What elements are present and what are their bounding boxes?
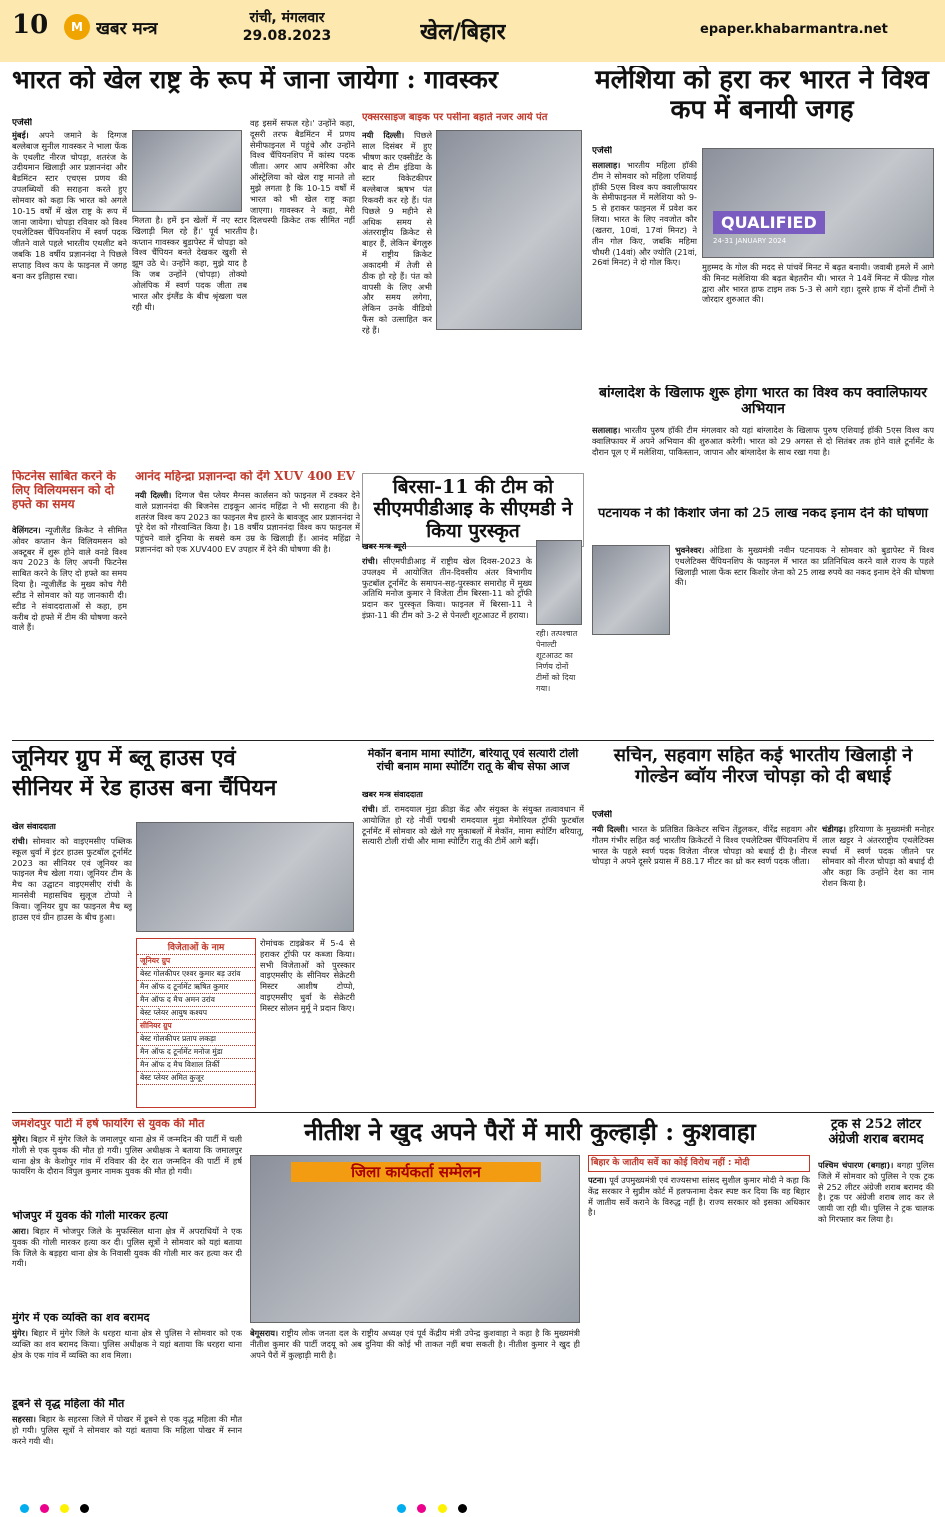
- winners-box: [136, 938, 256, 1108]
- winners-title: विजेताओं के नाम: [137, 939, 255, 955]
- chandigarh-body: [822, 824, 934, 1114]
- sachin-text: भारत के प्रतिष्ठित क्रिकेटर सचिन तेंडुलकर, वीरेंद्र सहवाग और गौतम गंभीर सहित कई भारतीय क्रिकेटरों ने विश्व एथलेटिक्स चैंपियनशिप में भारत के पहले स्वर्ण पदक विजेता नीरज चोपड़ा को बधाई दी है। नीरज चोपड़ा ने अपने दूसरे प्रयास में 88.17 मीटर का थ्रो कर स्वर्ण पदक जीता।: [592, 824, 817, 867]
- nitish-text: राष्ट्रीय लोक जनता दल के राष्ट्रीय अध्यक्ष एवं पूर्व केंद्रीय मंत्री उपेन्द्र कुशवाहा ने कहा है कि मुख्यमंत्री नीतीश कुमार की पार्टी जदयू को अब दुनिया की कोई भी ताकत नहीं बचा सकती है। नीतीश कुमार ने खुद ही अपने पैरों में कुल्हाड़ी मारी है।: [250, 1328, 580, 1360]
- malaysia-text1: भारतीय महिला हॉकी टीम ने सोमवार को महिला एशियाई हॉकी 5एस विश्व कप क्वालीफायर के सेमीफाइनल में मलेशिया को 9-5 से हराकर फाइनल में प्रवेश कर लिया। भारत के लिए नवजोत कौर (खतरा, 10वां, 17वां मिनट) ने तीन गोल किए, जबकि महिमा चौधरी (14वां) और ज्योति (21वां, 26वां मिनट) ने दो गोल किए।: [592, 160, 697, 268]
- woman-dateline: सहरसा।: [12, 1414, 36, 1424]
- cyan-dot-icon: [397, 1504, 406, 1513]
- conference-banner: जिला कार्यकर्ता सम्मेलन: [291, 1162, 541, 1182]
- shooting-body: [12, 1134, 242, 1204]
- site-link[interactable]: epaper.khabarmantra.net: [700, 22, 888, 37]
- nitish-body: [250, 1328, 580, 1493]
- nitish-dateline: बेगूसराय।: [250, 1328, 279, 1338]
- pant-text: पिछले साल दिसंबर में हुए भीषण कार एक्सीडेंट के बाद से टीम इंडिया के स्टार विकेटकीपर बल्लेबाज ऋषभ पंत रिकवरी कर रहे हैं। पंत पिछले 9 महीने से अधिक समय से अंतरराष्ट्रीय क्रिकेट से बाहर हैं, लेकिन बेंगलुरु में राष्ट्रीय क्रिकेट अकादमी में तेजी से ठीक हो रहे हैं। पंत को वापसी के लिए अभी और समय लगेगा, लेकिन उनके वीडियो फैंस को उत्साहित कर रहे हैं।: [362, 130, 432, 335]
- divider: [12, 740, 934, 741]
- magenta-dot-icon: [40, 1504, 49, 1513]
- junior-body2: रोमांचक टाइब्रेकर में 5-4 से हराकर ट्रॉफी पर कब्जा किया। सभी विजेताओं को पुरस्कार वाइएमसीए के सीनियर सेक्रेटरी मिस्टर आशीष टोप्पो, वाइएमसीए धुर्वा के सेक्रेटरी मिस्टर सोलन मुर्मू ने प्रदान किए।: [260, 938, 355, 1013]
- qualified-banner-sub: 24-31 JANUARY 2024: [713, 237, 787, 245]
- patnaik-dateline: भुवनेश्वर।: [675, 545, 705, 555]
- anand-dateline: नयी दिल्ली।: [135, 490, 172, 500]
- birsa-byline: खबर मन्त्र ब्यूरो: [362, 542, 407, 551]
- pant-dateline: नयी दिल्ली।: [362, 130, 405, 140]
- munger-body: [12, 1328, 242, 1393]
- malaysia-photo: [702, 148, 934, 258]
- senior-row: बेस्ट गोलकीपर प्रताप लकड़ा: [137, 1033, 255, 1046]
- gavaskar-text1: अपने जमाने के दिग्गज बल्लेबाज सुनील गावस्कर ने भाला फेंक के एथलीट नीरज चोपड़ा, शतरंज के उदीयमान खिलाड़ी आर प्रज्ञाननंदा और बैडमिंटन स्टार एचएस प्रणय की उपलब्धियों की सराहना करते हुए सोमवार को कहा कि भारत को अगले 10-15 वर्षों में खेल राष्ट्र के रूप में जाना जायेगा। चोपड़ा रविवार को विश्व एथलेटिक्स चैंपियनशिप में स्वर्ण पदक जीतने वाले पहले भारतीय एथलीट बने जबकि 18 वर्षीय प्रज्ञाननंदा ने पिछले सप्ताह विश्व कप के फाइनल में जगह बना कर इतिहास रचा।: [12, 130, 127, 281]
- mecon-headline: मेकॉन बनाम मामा स्पोर्टिंग, बरियातू एवं सत्यारी टोली रांची बनाम मामा स्पोर्टिंग रातू के बीच सेफा आज: [367, 748, 579, 773]
- williamson-dateline: वेलिंगटन।: [12, 525, 41, 535]
- patnaik-body: [675, 545, 934, 725]
- patnaik-headline: पटनायक ने की किशोर जेना को 25 लाख नकद इनाम देने की घोषणा: [598, 507, 928, 521]
- junior-group-label: जूनियर ग्रुप: [137, 955, 255, 968]
- patnaik-text: ओडिशा के मुख्यमंत्री नवीन पटनायक ने सोमवार को बुडापेस्ट में विश्व एथलेटिक्स चैंपियनशिप के फाइनल में भारत का प्रतिनिधित्व करने वाले राज्य के पहले खिलाड़ी भाला फेंक स्टार किशोर जेना को 25 लाख रुपये का नकद इनाम देने की घोषणा की।: [675, 545, 934, 588]
- birsa-body: [362, 556, 532, 736]
- chandigarh-dateline: चंडीगढ़।: [822, 824, 847, 834]
- sachin-headline: सचिन, सहवाग सहित कई भारतीय खिलाड़ी ने गोल्डेन ब्वॉय नीरज चोपड़ा को दी बधाई: [613, 746, 913, 787]
- yellow-dot-icon: [60, 1504, 69, 1513]
- brand-name: खबर मन्त्र: [96, 19, 158, 39]
- anand-text: दिग्गज चैस प्लेयर मैग्नस कार्लसन को फाइनल में टक्कर देने वाले प्रज्ञाननंदा की बिजनेस टाइकून आनंद महिंद्रा ने भी सराहना की है। शतरंज विश्व कप 2023 का फाइनल मैच हारने के बावजूद आर प्रज्ञाननंदा ने पूरे देश को गौरवान्वित किया है। 18 वर्षीय प्रज्ञाननंदा विश्व कप फाइनल में पहुंचने वाले दुनिया के सबसे कम उम्र के खिलाड़ी हैं। आनंद महिंद्रा ने प्रज्ञाननंदा को एक XUV400 EV उपहार में देने की घोषणा की है।: [135, 490, 360, 555]
- section-name: खेल/बिहार: [420, 20, 506, 45]
- page-number: 10: [12, 10, 49, 40]
- gavaskar-headline: भारत को खेल राष्ट्र के रूप में जाना जायेगा : गावस्कर: [12, 66, 498, 94]
- gavaskar-body-col3: वह इसमें सफल रहे।' उन्होंने कहा, दूसरी तरफ बैडमिंटन में प्रणय सेमीफाइनल में पहुंचे और उन्होंने विश्व चैंपियनशिप में कांस्य पदक जीता। अगर आप अमेरिका और ऑस्ट्रेलिया को खेल राष्ट्र मानते तो मुझे लगता है कि 10-15 वर्षों में भारत को भी खेल राष्ट्र कहा जाएगा। गावस्कर ने कहा, मेरी दिलचस्पी क्रिकेट तक सीमित नहीं है।: [250, 118, 355, 237]
- bhojpur-headline: भोजपुर में युवक की गोली मारकर हत्या: [12, 1210, 168, 1222]
- junior-row: मैन ऑफ द मैच अमन उरांव: [137, 994, 255, 1007]
- yellow-dot-icon: [438, 1504, 447, 1513]
- edition-date: 29.08.2023: [242, 28, 332, 44]
- shooting-text: बिहार में मुंगेर जिले के जमालपुर थाना क्षेत्र में जन्मदिन की पार्टी में चली गोली से एक युवक की मौत हो गयी। पुलिस अधीक्षक ने बताया कि जमालपुर थाना क्षेत्र के केशोपुर गांव में रविवार की देर रात जन्मदिन की पार्टी में हर्ष फायरिंग के दौरान विपुल कुमार नामक युवक की मौत हो गयी।: [12, 1134, 242, 1177]
- shooting-headline: जमशेदपुर पार्टी में हर्ष फायरिंग से युवक की मौत: [12, 1118, 205, 1130]
- malaysia-dateline: सलालाह।: [592, 160, 621, 170]
- sachin-body: [592, 824, 817, 1114]
- junior-text: सोमवार को वाइएमसीए पब्लिक स्कूल धुर्वा में इंटर हाउस फुटबॉल टूर्नामेंट 2023 का सीनियर एवं जूनियर का फाइनल मैच खेला गया। जूनियर टीम के मैच का उद्घाटन वाइएमसीए रांची के मानसेवी महासचिव सुलूज टोप्पो ने किया। जूनियर ग्रुप का फाइनल मैच ब्लू हाउस एवं ग्रीन हाउस के बीच हुआ।: [12, 836, 132, 922]
- sachin-agency: एजेंसी: [592, 810, 613, 820]
- survey-label: बिहार के जातीय सर्वे का कोई विरोध नहीं : मोदी: [588, 1155, 810, 1172]
- edition-place: रांची, मंगलवार: [249, 10, 325, 26]
- junior-row: बेस्ट प्लेयर आयुष कश्यप: [137, 1007, 255, 1020]
- divider: [12, 1112, 934, 1113]
- gavaskar-dateline: मुंबई।: [12, 130, 29, 140]
- anand-body: [135, 490, 360, 735]
- bangladesh-dateline: सलालाह।: [592, 425, 621, 435]
- mecon-dateline: रांची।: [362, 804, 378, 814]
- mecon-byline: खबर मन्त्र संवाददाता: [362, 790, 423, 799]
- black-dot-icon: [80, 1504, 89, 1513]
- bhojpur-body: [12, 1226, 242, 1306]
- survey-text: पूर्व उपमुख्यमंत्री एवं राज्यसभा सांसद सुशील कुमार मोदी ने कहा कि केंद्र सरकार ने सुप्रीम कोर्ट में हलफनामा देकर स्पष्ट कर दिया कि वह बिहार में जातीय सर्वे कराने के विरुद्ध नहीं है। राज्य सरकार को इसका अधिकार है।: [588, 1175, 810, 1218]
- malaysia-body-col1: [592, 160, 697, 370]
- print-registration-dots: [0, 1500, 945, 1517]
- mecon-body: [362, 804, 584, 1104]
- junior-row: मैन ऑफ द टूर्नामेंट ऋषित कुमार: [137, 981, 255, 994]
- survey-body: [588, 1175, 810, 1495]
- munger-dateline: मुंगेर।: [12, 1328, 28, 1338]
- woman-text: बिहार के सहरसा जिले में पोखर में डूबने से एक वृद्ध महिला की मौत हो गयी। पुलिस सूत्रों ने सोमवार को यहां बताया कि महिला पोखर में स्नान करने गयी थी।: [12, 1414, 242, 1446]
- senior-row: मैन ऑफ द टूर्नामेंट मनोज मुंडा: [137, 1046, 255, 1059]
- birsa-photo: [536, 540, 582, 625]
- malaysia-headline: मलेशिया को हरा कर भारत ने विश्व कप में बनायी जगह: [595, 66, 929, 125]
- munger-headline: मुंगेर में एक व्यक्ति का शव बरामद: [12, 1312, 150, 1324]
- junior-row: बेस्ट गोलकीपर एश्वर कुमार बड़ उरांव: [137, 968, 255, 981]
- qualified-banner: QUALIFIED: [713, 211, 825, 234]
- shooting-dateline: मुंगेर।: [12, 1134, 28, 1144]
- liquor-headline: ट्रक से 252 लीटर अंग्रेजी शराब बरामद: [828, 1118, 924, 1147]
- junior-photo: [136, 822, 354, 932]
- junior-byline: खेल संवाददाता: [12, 822, 56, 831]
- junior-dateline: रांची।: [12, 836, 28, 846]
- anand-headline: आनंद महिन्द्रा प्रज्ञानन्दा को देंगे XUV 400 EV: [135, 470, 355, 483]
- munger-text: बिहार में मुंगेर जिले के धरहरा थाना क्षेत्र से पुलिस ने सोमवार को एक व्यक्ति का शव बरामद किया। पुलिस अधीक्षक ने यहां बताया कि धरहरा थाना क्षेत्र के एक गांव में व्यक्ति का शव मिला।: [12, 1328, 242, 1360]
- magenta-dot-icon: [417, 1504, 426, 1513]
- williamson-headline: फिटनेस साबित करने के लिए विलियमसन को दो हफ्ते का समय: [12, 470, 116, 511]
- liquor-text: बगहा पुलिस जिले में सोमवार को पुलिस ने एक ट्रक से 252 लीटर अंग्रेजी शराब बरामद की है। ट्रक पर अंग्रेजी शराब लाद कर ले जायी जा रही थी। पुलिस ने ट्रक चालक को गिरफ्तार कर लिया है।: [818, 1160, 934, 1225]
- malaysia-body-col2: मुहम्मद के गोल की मदद से पांचवें मिनट में बढ़त बनायी। जवाबी हमले में आगे की मिनट मलेशिया की बढ़त बेहतरीन थी। भारत ने 14वें मिनट में फील्ड गोल द्वारा और भारत हाफ टाइम तक 5-3 से आगे रहा। दूसरे हाफ में दोनों टीमों ने जोरदार शुरुआत की।: [702, 262, 934, 305]
- nitish-photo: [250, 1155, 580, 1323]
- junior-body: [12, 836, 132, 1106]
- brand-logo-icon: M: [64, 14, 90, 40]
- gavaskar-photo: [132, 130, 242, 212]
- pant-body: [362, 130, 432, 380]
- bangladesh-headline: बांग्लादेश के खिलाफ शुरू होगा भारत का विश्व कप क्वालिफायर अभियान: [598, 385, 928, 418]
- sachin-dateline: नयी दिल्ली।: [592, 824, 628, 834]
- nitish-headline: नीतीश ने खुद अपने पैरों में मारी कुल्हाड़ी : कुशवाहा: [304, 1118, 756, 1146]
- mecon-text: डॉ. रामदयाल मुंडा क्रीड़ा केंद्र और संयुक्त के संयुक्त तत्वावधान में आयोजित हो रहे नौवीं पद्मश्री रामदयाल मुंडा मेमोरियल ट्रॉफी फुटबॉल टूर्नामेंट में सोमवार को खेले गए मुकाबलों में मेकॉन, मामा स्पोर्टिंग बरियातू, सत्यारी टोली रांची और मामा स्पोर्टिंग रातू की टीमें आगे बढ़ीं।: [362, 804, 584, 847]
- junior-headline-line2: सीनियर में रेड हाउस बना चैंपियन: [12, 776, 277, 801]
- birsa-headline: बिरसा-11 की टीम को सीएमपीडीआइ के सीएमडी ने किया पुरस्कृत: [362, 473, 584, 547]
- liquor-dateline: पश्चिम चंपारण (बगहा)।: [818, 1160, 894, 1170]
- birsa-text: सीएमपीडीआइ में राष्ट्रीय खेल दिवस-2023 के उपलक्ष्य में आयोजित तीन-दिवसीय अंतर विभागीय फुटबॉल टूर्नामेंट के समापन-सह-पुरस्कार समारोह में मुख्य अतिथि मनोज कुमार ने विजेता टीम बिरसा-11 को ट्रॉफी प्रदान कर पुरस्कृत किया। फाइनल में बिरसा-11 ने इंफ्रा-11 की टीम को 3-2 से पेनल्टी शूटआउट में हराया।: [362, 556, 532, 621]
- bhojpur-dateline: आरा।: [12, 1226, 29, 1236]
- cyan-dot-icon: [20, 1504, 29, 1513]
- williamson-body: [12, 525, 127, 735]
- williamson-text: न्यूजीलैंड क्रिकेट ने सीमित ओवर कप्तान केन विलियमसन को अक्टूबर में शुरू होने वाले वनडे विश्व कप 2023 के लिए अपनी फिटनेस साबित करने के लिए दो हफ्ते का समय दिया है। न्यूजीलैंड के मुख्य कोच गैरी स्टीड ने सोमवार को यह जानकारी दी। स्टीड ने संवाददाताओं से कहा, हम करीब दो हफ्ते में टीम की घोषणा करने वाले हैं।: [12, 525, 127, 633]
- senior-row: बेस्ट प्लेयर अमित कुजूर: [137, 1072, 255, 1085]
- masthead: [0, 0, 945, 62]
- bhojpur-text: बिहार में भोजपुर जिले के मुफस्सिल थाना क्षेत्र में अपराधियों ने एक युवक की गोली मारकर हत्या कर दी। पुलिस सूत्रों ने सोमवार को यहां बताया कि जिले के बड़हरा थाना क्षेत्र के निवासी युवक की गोली मार कर हत्या कर दी गयी।: [12, 1226, 242, 1269]
- pant-label: एक्सरसाइज बाइक पर पसीना बहाते नजर आये पंत: [362, 112, 548, 123]
- senior-group-label: सीनियर ग्रुप: [137, 1020, 255, 1033]
- gavaskar-agency: एजेंसी: [12, 118, 33, 128]
- bangladesh-body: [592, 425, 934, 500]
- gavaskar-body-col2: मिलता है। हमें इन खेलों में नए स्टार खिलाड़ी मिल रहे हैं।' पूर्व भारतीय कप्तान गावस्कर बुडापेस्ट में चोपड़ा को विश्व चैंपियन बनते देखकर खुशी से झूम उठे थे। उन्होंने कहा, मुझे याद है कि जब उन्होंने (चोपड़ा) तोक्यो ओलंपिक में स्वर्ण पदक जीता तब भारत और इंग्लैंड के बीच श्रृंखला चल रही थी।: [132, 215, 247, 312]
- pant-photo: [436, 130, 582, 330]
- patnaik-photo: [592, 545, 670, 635]
- junior-headline-line1: जूनियर ग्रुप में ब्लू हाउस एवं: [12, 746, 236, 771]
- bangladesh-text: भारतीय पुरुष हॉकी टीम मंगलवार को यहां बांग्लादेश के खिलाफ पुरुष एशियाई हॉकी 5एस विश्व कप क्वालिफायर में अपने अभियान की शुरुआत करेगी। भारत को 29 अगस्त से दो सितंबर तक होने वाले टूर्नामेंट के दौरान पूल ए में मलेशिया, पाकिस्तान, जापान और बांग्लादेश के साथ रखा गया है।: [592, 425, 934, 457]
- woman-headline: डूबने से वृद्ध महिला की मौत: [12, 1398, 125, 1410]
- birsa-caption: रही। तत्पश्चात पेनाल्टी शूटआउट का निर्णय दोनों टीमों को दिया गया।: [536, 629, 578, 693]
- liquor-body: [818, 1160, 934, 1490]
- woman-body: [12, 1414, 242, 1494]
- senior-row: मैन ऑफ द मैच विशाल तिर्की: [137, 1059, 255, 1072]
- survey-dateline: पटना।: [588, 1175, 607, 1185]
- chandigarh-text: हरियाणा के मुख्यमंत्री मनोहर लाल खट्टर ने अंतरराष्ट्रीय एथलेटिक्स स्पर्धा में स्वर्ण पदक जीतने पर सोमवार को नीरज चोपड़ा को बधाई दी और कहा कि उन्होंने देश का नाम रोशन किया है।: [822, 824, 934, 889]
- birsa-dateline: रांची।: [362, 556, 378, 566]
- gavaskar-body-col1: [12, 130, 127, 460]
- malaysia-agency: एजेंसी: [592, 146, 613, 156]
- black-dot-icon: [458, 1504, 467, 1513]
